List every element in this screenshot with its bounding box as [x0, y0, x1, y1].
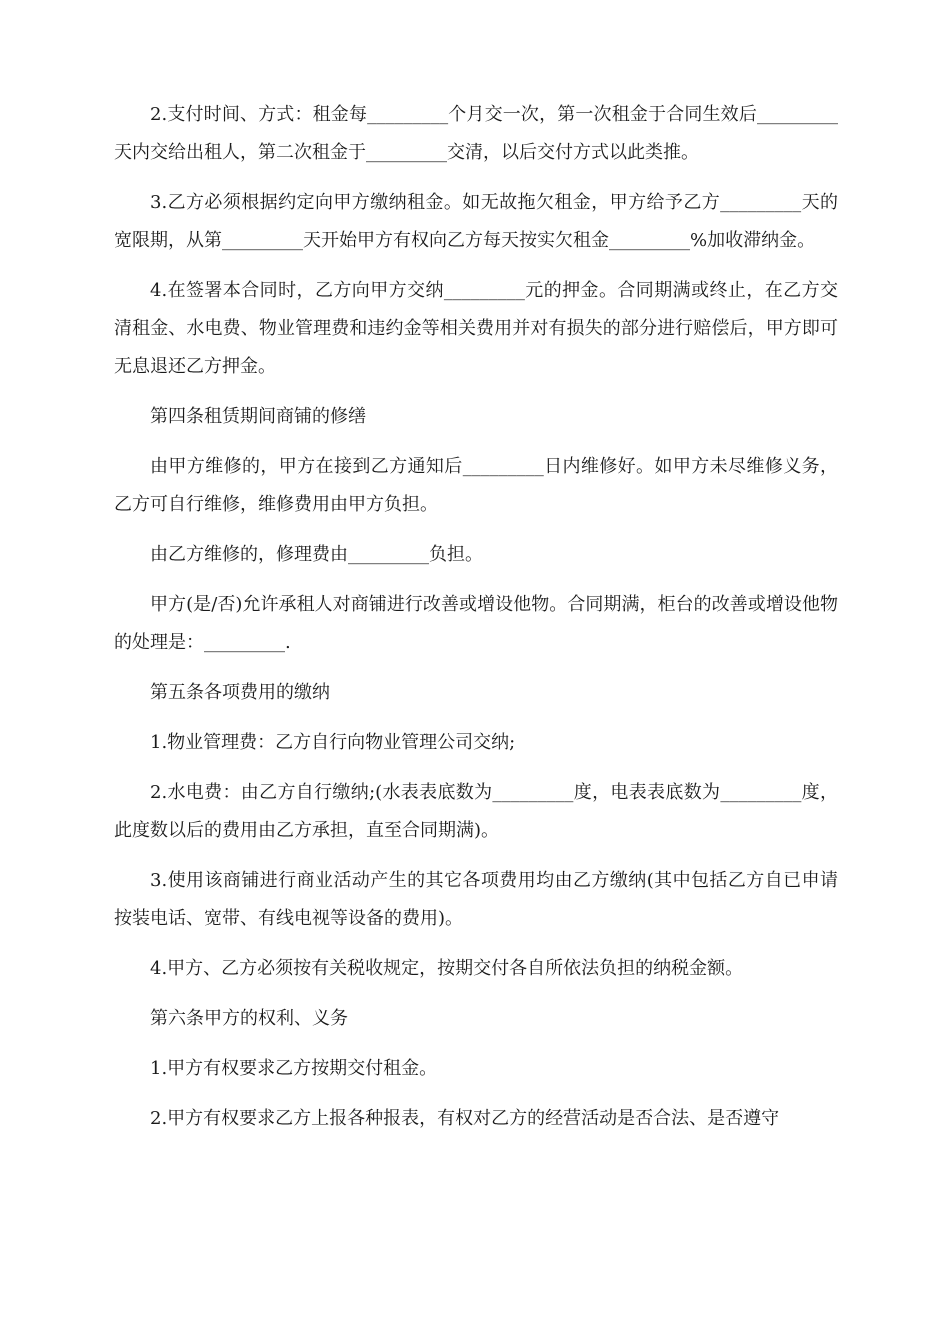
section-heading-article-5: 第五条各项费用的缴纳 [150, 682, 330, 703]
paragraph-utilities: 2.水电费：由乙方自行缴纳;(水表表底数为_________度，电表表底数为_________度，此度数以后的费用由乙方承担，直至合同期满)。 [114, 782, 838, 841]
section-heading-article-6: 第六条甲方的权利、义务 [150, 1008, 348, 1029]
paragraph-landlord-repair: 由甲方维修的，甲方在接到乙方通知后_________日内维修好。如甲方未尽维修义务，乙方可自行维修，维修费用由甲方负担。 [114, 456, 838, 515]
document-body [114, 96, 838, 1150]
section-heading-article-4: 第四条租赁期间商铺的修缮 [150, 406, 366, 427]
paragraph-deposit: 4.在签署本合同时，乙方向甲方交纳_________元的押金。合同期满或终止，在乙方交清租金、水电费、物业管理费和违约金等相关费用并对有损失的部分进行赔偿后，甲方即可无息退还乙方押金。 [114, 280, 838, 377]
paragraph-improvements: 甲方(是/否)允许承租人对商铺进行改善或增设他物。合同期满，柜台的改善或增设他物的处理是：_________. [114, 594, 838, 653]
paragraph-tenant-repair: 由乙方维修的，修理费由_________负担。 [150, 544, 483, 565]
paragraph-landlord-right-reports: 2.甲方有权要求乙方上报各种报表，有权对乙方的经营活动是否合法、是否遵守 [150, 1108, 780, 1129]
paragraph-other-fees: 3.使用该商铺进行商业活动产生的其它各项费用均由乙方缴纳(其中包括乙方自已申请按装电话、宽带、有线电视等设备的费用)。 [114, 870, 838, 929]
paragraph-landlord-right-rent: 1.甲方有权要求乙方按期交付租金。 [150, 1058, 438, 1079]
paragraph-taxes: 4.甲方、乙方必须按有关税收规定，按期交付各自所依法负担的纳税金额。 [150, 958, 744, 979]
paragraph-late-fee: 3.乙方必须根据约定向甲方缴纳租金。如无故拖欠租金，甲方给予乙方_________天的宽限期，从第_________天开始甲方有权向乙方每天按实欠租金_________%加收滞纳金。 [114, 192, 838, 251]
paragraph-property-fee: 1.物业管理费：乙方自行向物业管理公司交纳; [150, 732, 516, 753]
paragraph-payment-schedule: 2.支付时间、方式：租金每_________个月交一次，第一次租金于合同生效后_________天内交给出租人，第二次租金于_________交清，以后交付方式以此类推。 [114, 104, 838, 163]
